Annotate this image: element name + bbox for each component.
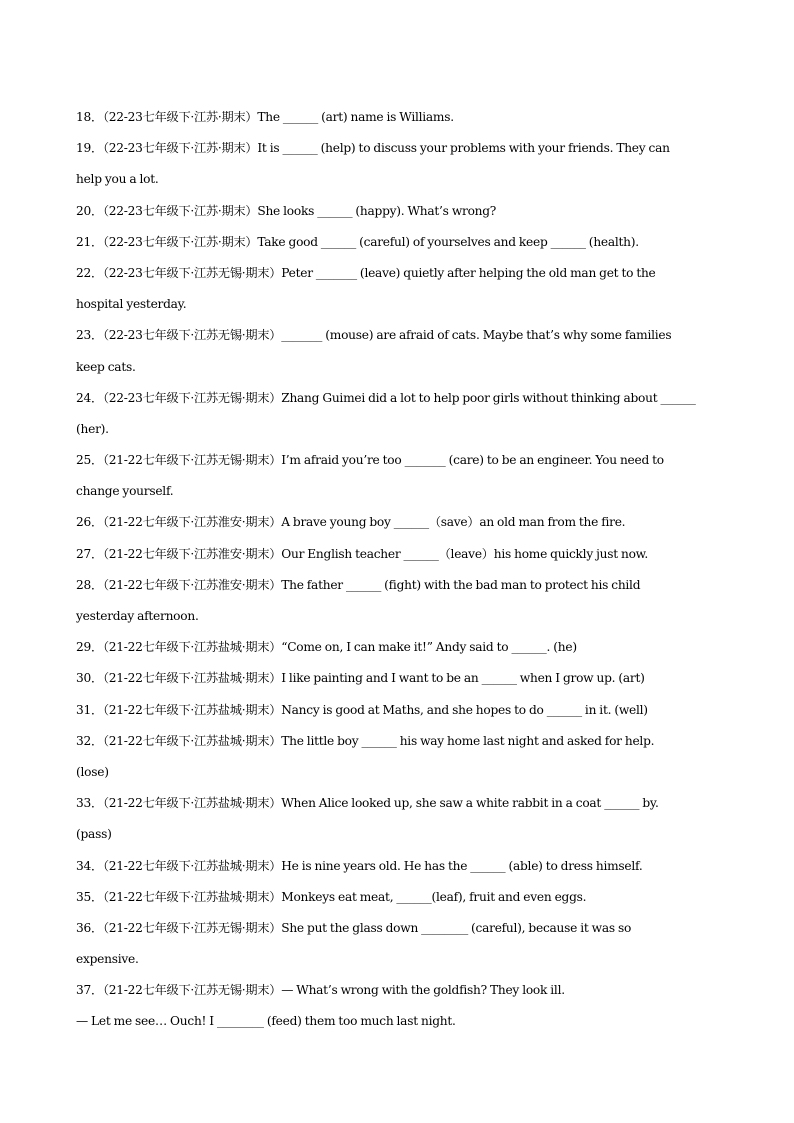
question-text-line: keep cats. [76,359,136,374]
question-text-line: 22．（22-23七年级下·江苏无锡·期末）Peter _______ (leave) quietly after helping the old man get to the [76,265,656,280]
question-item [76,788,722,850]
question-text-line: help you a lot. [76,172,159,187]
question-text-line: 25．（21-22七年级下·江苏无锡·期末）I’m afraid you’re too _______ (care) to be an engineer. You need to [76,453,664,468]
question-text-line: 23．（22-23七年级下·江苏无锡·期末）_______ (mouse) are afraid of cats. Maybe that’s why some families [76,328,672,343]
question-text-line: (lose) [76,764,109,779]
question-item [76,663,722,694]
question-text-line: 18．（22-23七年级下·江苏·期末）The ______ (art) name is Williams. [76,110,454,124]
question-text-line: 35．（21-22七年级下·江苏盐城·期末）Monkeys eat meat, ______(leaf), fruit and even eggs. [76,889,587,904]
question-item [76,320,722,382]
question-text-line: yesterday afternoon. [76,609,199,623]
question-text-line: — Let me see… Ouch! I ________ (feed) them too much last night. [76,1014,456,1029]
question-item [76,913,722,975]
question-text-line: 31．（21-22七年级下·江苏盐城·期末）Nancy is good at Maths, and she hopes to do ______ in it. (well) [76,702,648,717]
question-item [76,102,722,133]
question-text-line: 34．（21-22七年级下·江苏盐城·期末）He is nine years old. He has the ______ (able) to dress himself. [76,858,643,873]
question-text-line: 32．（21-22七年级下·江苏盐城·期末）The little boy ______ his way home last night and asked for help. [76,733,655,748]
question-text-line: 27．（21-22七年级下·江苏淮安·期末）Our English teacher ______（leave）his home quickly just now. [76,546,649,561]
question-list [76,102,722,1038]
question-text-line: hospital yesterday. [76,297,187,312]
question-text-line: 24．（22-23七年级下·江苏无锡·期末）Zhang Guimei did a lot to help poor girls without thinking about ______ [76,390,696,405]
question-item [76,726,722,788]
question-item [76,133,722,195]
question-text-line: 36．（21-22七年级下·江苏无锡·期末）She put the glass down ________ (careful), because it was so [76,920,632,935]
question-text-line: change yourself. [76,484,174,499]
question-item [76,258,722,320]
question-item [76,851,722,882]
question-item [76,632,722,663]
question-text-line: 21．（22-23七年级下·江苏·期末）Take good ______ (careful) of yourselves and keep ______ (health). [76,234,639,249]
question-item [76,570,722,632]
question-item [76,882,722,913]
question-text-line: 20．（22-23七年级下·江苏·期末）She looks ______ (happy). What’s wrong? [76,203,497,218]
question-item [76,196,722,227]
question-item [76,975,722,1037]
question-text-line: 33．（21-22七年级下·江苏盐城·期末）When Alice looked up, she saw a white rabbit in a coat ______ by. [76,796,659,811]
question-item [76,695,722,726]
question-item [76,383,722,445]
question-item [76,445,722,507]
question-text-line: (her). [76,421,109,436]
question-item [76,227,722,258]
question-text-line: 26．（21-22七年级下·江苏淮安·期末）A brave young boy ______（save）an old man from the fire. [76,515,626,530]
question-text-line: 29．（21-22七年级下·江苏盐城·期末）“Come on, I can make it!” Andy said to ______. (he) [76,640,577,655]
question-item [76,539,722,570]
question-text-line: expensive. [76,952,139,967]
question-text-line: 30．（21-22七年级下·江苏盐城·期末）I like painting and I want to be an ______ when I grow up. (art) [76,671,645,686]
question-text-line: 28．（21-22七年级下·江苏淮安·期末）The father ______ (fight) with the bad man to protect his child [76,577,641,592]
question-item [76,507,722,538]
question-text-line: 19．（22-23七年级下·江苏·期末）It is ______ (help) to discuss your problems with your friends. They can [76,141,670,156]
question-text-line: 37．（21-22七年级下·江苏无锡·期末）— What’s wrong with the goldfish? They look ill. [76,983,565,998]
question-text-line: (pass) [76,827,112,842]
